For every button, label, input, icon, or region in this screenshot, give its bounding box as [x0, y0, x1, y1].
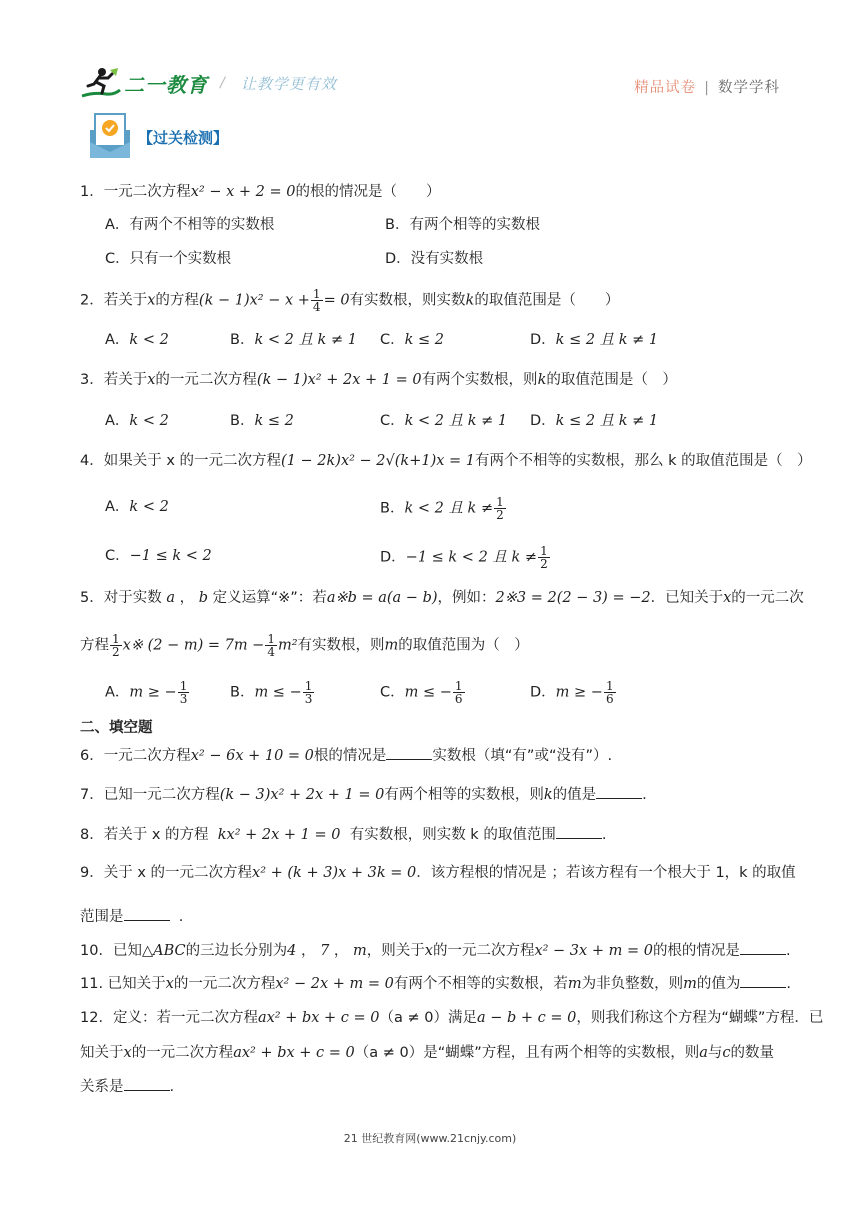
question-text: 的一元二次	[731, 590, 804, 606]
question-text: 有实数根，则实数 k 的取值范围	[349, 827, 556, 843]
question-text: 有两个相等的实数根，则	[384, 787, 544, 803]
page-header	[80, 66, 780, 110]
answer-blank[interactable]	[740, 940, 786, 955]
answer-blank[interactable]	[124, 1076, 170, 1091]
variable: m	[683, 976, 697, 992]
question-text: 的值是	[552, 787, 597, 803]
question-text: 有两个不相等的实数根，若	[393, 976, 568, 992]
option-value: m ≥ −	[129, 684, 177, 701]
question-text: 有实数根，则	[297, 637, 385, 654]
option-c[interactable]: C．−1 ≤ k < 2	[105, 548, 212, 564]
equation: (1 − 2k)x² − 2√(k+1)x = 1	[281, 453, 476, 469]
question-text: 12．定义：若一元二次方程	[80, 1010, 258, 1026]
option-value: k < 2	[129, 413, 169, 429]
equation: x² − 3x + m = 0	[534, 943, 653, 959]
footer: 21 世纪教育网(www.21cnjy.com)	[343, 1132, 517, 1145]
fraction: $\frac{1}{4}$	[267, 632, 275, 659]
variable: k	[537, 372, 547, 388]
equation: x² − x + 2 = 0	[190, 184, 296, 200]
answer-blank[interactable]	[124, 906, 170, 921]
equation: (k − 1)x² + 2x + 1 = 0	[256, 372, 422, 388]
option-value: −1 ≤ k < 2 且 k ≠	[405, 549, 538, 566]
question-text: 的三边长分别为	[185, 943, 288, 959]
question-text: 8．若关于 x 的方程	[80, 827, 209, 843]
equation: (k − 3)x² + 2x + 1 = 0	[219, 787, 385, 803]
envelope-check-icon	[86, 112, 134, 162]
equation: ax² + bx + c = 0	[233, 1045, 355, 1061]
question-text: 实数根（填“有”或“没有”）.	[432, 748, 613, 764]
option-d[interactable]: D．m ≥ − $\frac{1}{6}$	[530, 679, 614, 706]
question-text: 的根的情况是（ ）	[295, 184, 441, 200]
slogan: 让教学更有效	[240, 74, 337, 93]
condition: （a ≠ 0）	[379, 1010, 448, 1026]
option-value: k ≤ 2	[404, 332, 445, 348]
option-a[interactable]: A．k < 2	[105, 499, 169, 515]
question-text: 6．一元二次方程	[80, 748, 191, 764]
variable: x	[147, 372, 156, 388]
question-text: 与	[707, 1045, 723, 1061]
option-value: −1 ≤ k < 2	[129, 548, 212, 564]
question-text: 的值为	[696, 976, 741, 992]
variable: a	[699, 1045, 708, 1061]
question-6	[80, 745, 612, 767]
variable: x	[123, 1045, 132, 1061]
equation: a − b + c = 0	[476, 1010, 577, 1026]
option-a[interactable]: A．k < 2	[105, 332, 169, 348]
question-7: 7．已知一元二次方程(k − 3)x² + 2x + 1 = 0有两个相等的实数根，则k的值是 .	[80, 784, 647, 806]
fraction: $\frac{1}{3}$	[304, 679, 313, 706]
question-text: 的一元二次方程	[155, 372, 257, 388]
question-2	[80, 288, 619, 313]
option-c[interactable]: C．k ≤ 2	[380, 332, 445, 348]
question-text: ，则关于	[366, 943, 425, 959]
option-d[interactable]: D．k ≤ 2 且 k ≠ 1	[530, 413, 659, 429]
header-subject: 数学学科	[718, 80, 780, 96]
condition: （a ≠ 0）	[354, 1045, 424, 1061]
equation: m²	[277, 637, 298, 654]
question-text: ．该方程根的情况是 ；若该方程有一个根大于 1，k 的取值	[416, 865, 796, 881]
question-text: 9．关于 x 的一元二次方程	[80, 865, 253, 881]
question-text: 关系是	[80, 1079, 124, 1095]
equation: ax² + bx + c = 0	[257, 1010, 380, 1026]
question-3	[80, 369, 677, 391]
question-text: 7．已知一元二次方程	[80, 787, 220, 803]
section-badge	[86, 112, 228, 162]
triangle: △ABC	[141, 943, 186, 959]
question-11: 11. 已知关于x的一元二次方程x² − 2x + m = 0有两个不相等的实数根，若m为非负整数，则m的值为 .	[80, 973, 791, 995]
question-text: 2．若关于	[80, 292, 148, 309]
question-text: 方程	[80, 637, 109, 654]
question-9-line-2: 范围是 .	[80, 906, 183, 928]
variable: k	[543, 787, 553, 803]
section-title: 【过关检测】	[138, 128, 229, 147]
question-text: 为非负整数，则	[581, 976, 684, 992]
question-12-line-2	[80, 1042, 774, 1064]
question-text: ，则我们称这个方程为“蝴蝶”方程．已	[576, 1010, 824, 1026]
option-value: k ≤ 2	[254, 413, 294, 429]
question-text: 有实数根，则实数	[349, 292, 466, 309]
question-12	[80, 1007, 823, 1029]
question-text: 的一元二次方程	[173, 976, 276, 992]
question-4	[80, 450, 812, 472]
question-text: 范围是	[80, 909, 124, 925]
header-right	[634, 76, 780, 97]
option-value: k < 2 且 k ≠ 1	[254, 332, 357, 348]
option-c[interactable]: C．只有一个实数根	[105, 251, 232, 267]
header-divider: /	[220, 75, 225, 91]
question-text: 3．若关于	[80, 372, 148, 388]
question-text: 11. 已知关于	[80, 976, 166, 992]
question-text: 定义运算“※”：若	[212, 590, 327, 606]
option-a[interactable]: A．有两个不相等的实数根	[105, 217, 275, 233]
question-text: 的方程	[155, 292, 199, 309]
variable: m	[567, 976, 582, 992]
question-8: 8．若关于 x 的方程 kx² + 2x + 1 = 0 有实数根，则实数 k 的取值范围 .	[80, 824, 606, 846]
option-b[interactable]: B．k ≤ 2	[230, 413, 294, 429]
variable: b	[198, 590, 209, 606]
question-text: 1．一元二次方程	[80, 184, 191, 200]
question-text: 的取值范围为（ ）	[398, 637, 529, 654]
variable: x	[424, 943, 433, 959]
option-a[interactable]: A．k < 2	[105, 413, 169, 429]
fraction: $\frac{1}{2}$	[112, 632, 120, 659]
option-b[interactable]: B．有两个相等的实数根	[385, 217, 540, 233]
option-b[interactable]: B．m ≤ − $\frac{1}{3}$	[230, 679, 313, 706]
question-text: 根的情况是	[313, 748, 387, 764]
equation: kx² + 2x + 1 = 0	[217, 827, 341, 843]
question-text: 的取值范围是（ ）	[474, 292, 620, 309]
equation: = 0	[323, 292, 350, 309]
fraction: $\frac{1}{3}$	[179, 679, 188, 706]
question-text: 满足	[447, 1010, 477, 1026]
fraction: $\frac{1}{4}$	[312, 287, 321, 314]
option-value: k < 2	[129, 332, 169, 348]
question-text: 5．对于实数	[80, 590, 162, 606]
option-value: m ≤ −	[404, 684, 452, 701]
option-c[interactable]: C．m ≤ − $\frac{1}{6}$	[380, 679, 463, 706]
question-5-line-1: 5．对于实数 a ， b 定义运算“※”：若a※b = a(a − b)，例如：2※3 = 2(2 − 3) = −2．已知关于x的一元二次	[80, 590, 804, 606]
variable: k	[465, 292, 475, 309]
fraction: $\frac{1}{6}$	[605, 679, 614, 706]
question-text: 10．已知	[80, 943, 142, 959]
equation: (k − 1)x² − x +	[198, 292, 310, 309]
header-tag: 精品试卷	[634, 80, 697, 96]
option-d[interactable]: D．−1 ≤ k < 2 且 k ≠ $\frac{1}{2}$	[380, 544, 548, 571]
question-text: 的根的情况是	[652, 943, 740, 959]
answer-blank[interactable]	[556, 824, 602, 839]
option-value: m ≥ −	[555, 684, 603, 701]
option-c[interactable]: C．k < 2 且 k ≠ 1	[380, 413, 508, 429]
variable: x	[147, 292, 156, 309]
variable: m	[353, 943, 367, 959]
variable: a	[166, 590, 175, 606]
variable: x	[723, 590, 732, 606]
question-text: ，例如：	[437, 590, 496, 606]
question-text: 4．如果关于 x 的一元二次方程	[80, 453, 282, 469]
variable: c	[722, 1045, 731, 1061]
question-text: 的取值范围是（ ）	[546, 372, 677, 388]
question-text: 的一元二次方程	[131, 1045, 234, 1061]
option-a[interactable]: A．m ≥ − $\frac{1}{3}$	[105, 679, 188, 706]
brand-name: 二一教育	[124, 72, 208, 97]
answer-blank[interactable]	[740, 973, 786, 988]
option-value: m ≤ −	[254, 684, 302, 701]
question-text: 是“蝴蝶”方程，且有两个相等的实数根，则	[423, 1045, 700, 1061]
option-value: k < 2 且 k ≠	[404, 500, 494, 517]
section-heading: 二、填空题	[80, 720, 153, 736]
equation: x² − 6x + 10 = 0	[190, 748, 314, 764]
option-value: k < 2	[129, 499, 169, 515]
fraction: $\frac{1}{6}$	[454, 679, 463, 706]
question-1	[80, 181, 440, 203]
option-value: k ≤ 2 且 k ≠ 1	[555, 332, 659, 348]
option-d[interactable]: D．k ≤ 2 且 k ≠ 1	[530, 332, 659, 348]
question-text: 有两个不相等的实数根，那么 k 的取值范围是（ ）	[475, 453, 812, 469]
option-b[interactable]: B．k < 2 且 k ≠ $\frac{1}{2}$	[380, 495, 504, 522]
fraction: $\frac{1}{2}$	[540, 544, 548, 571]
variable: x	[165, 976, 174, 992]
question-text: 的一元二次方程	[432, 943, 535, 959]
equation: 2※3 = 2(2 − 3) = −2	[495, 590, 651, 606]
fraction: $\frac{1}{2}$	[496, 495, 504, 522]
question-12-line-3: 关系是 .	[80, 1076, 174, 1098]
answer-blank[interactable]	[596, 784, 642, 799]
variable: m	[384, 637, 399, 654]
question-10: 10．已知△ABC的三边长分别为4 ， 7 ， m，则关于x的一元二次方程x² − 3x + m = 0的根的情况是 .	[80, 940, 791, 962]
question-text: 知关于	[80, 1045, 124, 1061]
value: 4	[287, 943, 297, 959]
equation: x※ (2 − m) = 7m −	[122, 637, 265, 654]
runner-logo-icon	[80, 66, 122, 100]
equation: a※b = a(a − b)	[326, 590, 438, 606]
logo	[80, 66, 337, 100]
header-separator: |	[704, 80, 710, 96]
option-d[interactable]: D．没有实数根	[385, 251, 484, 267]
question-text: 有两个实数根，则	[421, 372, 538, 388]
question-9	[80, 862, 796, 884]
equation: x² − 2x + m = 0	[275, 976, 394, 992]
answer-blank[interactable]	[386, 745, 432, 760]
question-text: 的数量	[730, 1045, 775, 1061]
question-5-line-2	[80, 633, 529, 658]
option-value: k ≤ 2 且 k ≠ 1	[555, 413, 659, 429]
question-text: ．已知关于	[650, 590, 724, 606]
equation: x² + (k + 3)x + 3k = 0	[252, 865, 417, 881]
value: 7	[320, 943, 330, 959]
option-b[interactable]: B．k < 2 且 k ≠ 1	[230, 332, 357, 348]
option-value: k < 2 且 k ≠ 1	[404, 413, 508, 429]
